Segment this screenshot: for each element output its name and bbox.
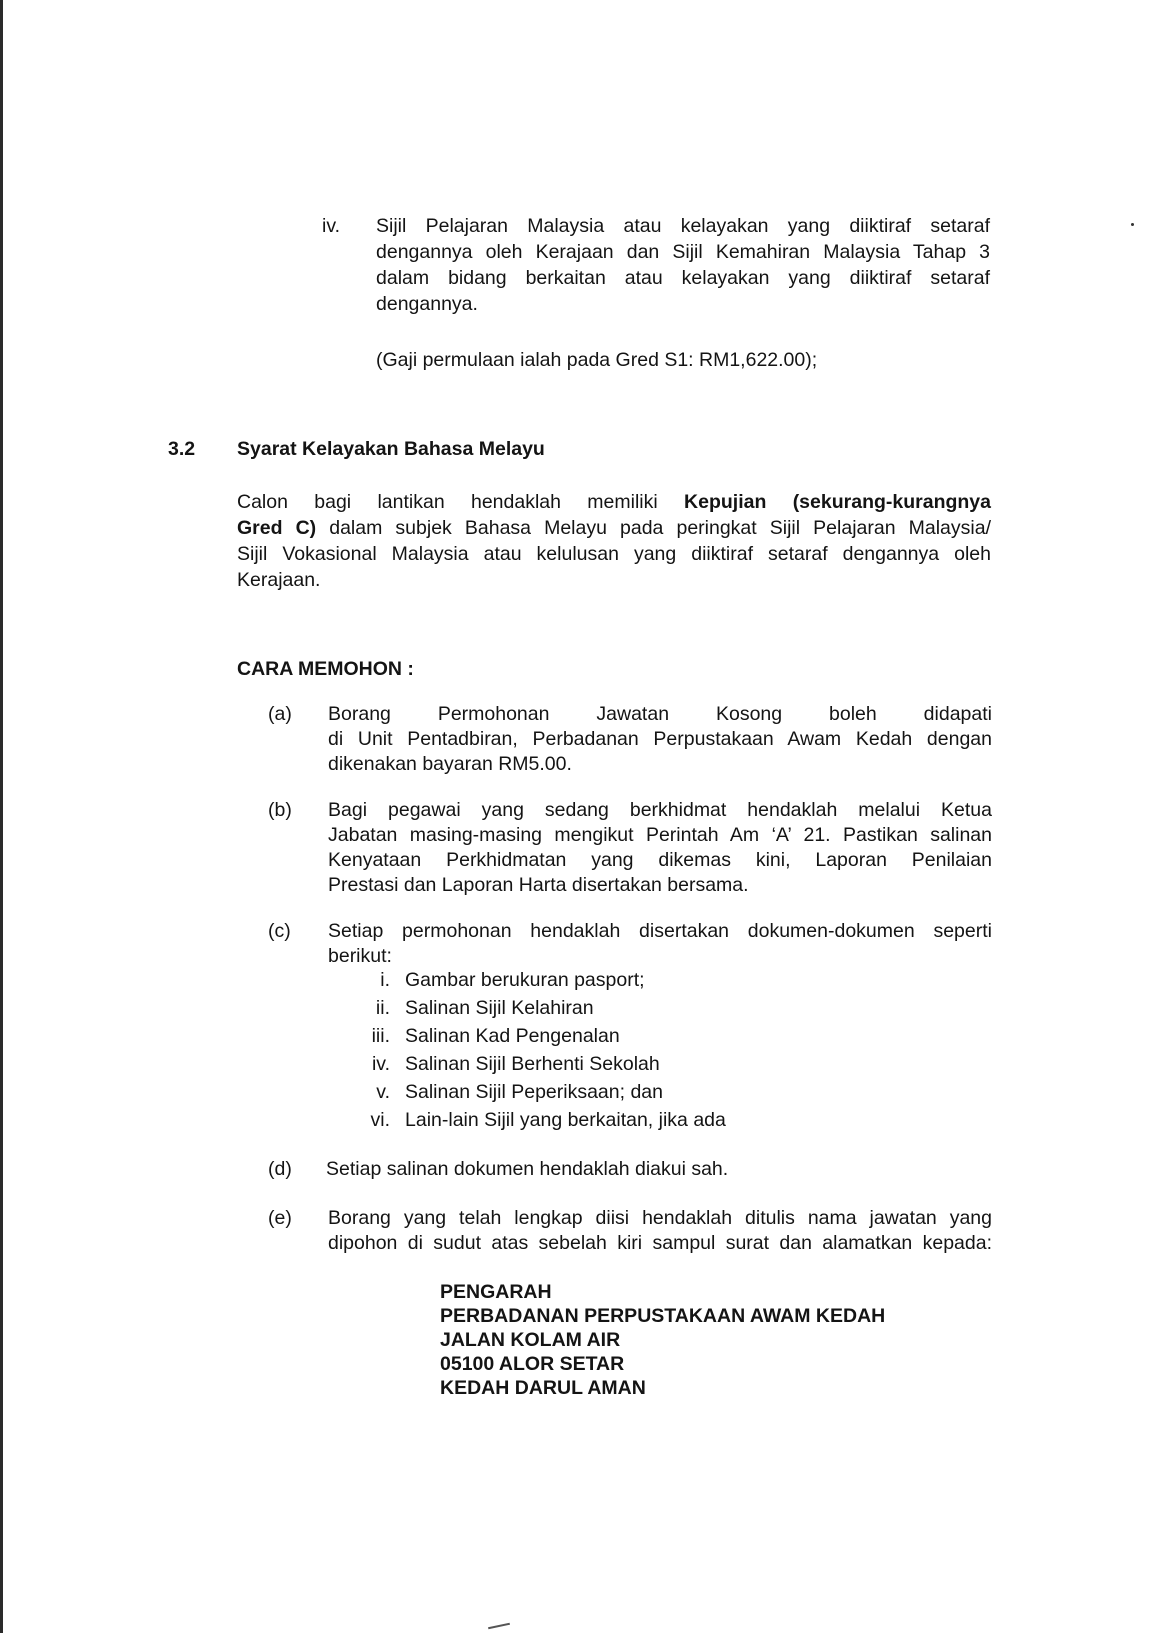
bold-text-run: Gred C)	[237, 517, 317, 539]
list-item-text: Salinan Sijil Berhenti Sekolah	[405, 1053, 660, 1075]
list-item-text: Gambar berukuran pasport;	[405, 969, 645, 991]
scan-speck	[1131, 223, 1134, 226]
section-heading: Syarat Kelayakan Bahasa Melayu	[237, 438, 545, 460]
item-iv-line: dengannya oleh Kerajaan dan Sijil Kemahiran Malaysia Tahap 3	[376, 241, 990, 263]
list-item-number: iii.	[371, 1025, 390, 1047]
item-d-line: Setiap salinan dokumen hendaklah diakui sah.	[326, 1158, 729, 1180]
item-c-label: (c)	[268, 920, 291, 942]
address-line: 05100 ALOR SETAR	[440, 1353, 625, 1375]
item-b-line: Bagi pegawai yang sedang berkhidmat hendaklah melalui Ketua	[328, 799, 992, 821]
item-a-line: Borang Permohonan Jawatan Kosong boleh didapati	[328, 703, 992, 725]
item-iv-line: dengannya.	[376, 293, 478, 315]
list-item-number: vi.	[370, 1109, 390, 1131]
item-iv-label: iv.	[322, 215, 341, 237]
list-item-number: v.	[376, 1081, 390, 1103]
section-paragraph-line	[237, 490, 991, 515]
item-iv-line: dalam bidang berkaitan atau kelayakan yang diiktiraf setaraf	[376, 267, 990, 289]
list-item	[350, 1108, 950, 1136]
list-item-number: ii.	[375, 997, 390, 1019]
salary-note: (Gaji permulaan ialah pada Gred S1: RM1,622.00);	[376, 349, 818, 371]
list-item	[350, 996, 950, 1024]
list-item-text: Lain-lain Sijil yang berkaitan, jika ada	[405, 1109, 726, 1131]
address-block	[440, 1280, 885, 1400]
item-b-line: Kenyataan Perkhidmatan yang dikemas kini, Laporan Penilaian	[328, 849, 992, 871]
list-item-number: iv.	[371, 1053, 390, 1075]
list-item	[350, 1024, 950, 1052]
section-paragraph-line: Kerajaan.	[237, 569, 321, 591]
list-item-text: Salinan Sijil Peperiksaan; dan	[405, 1081, 663, 1103]
list-item	[350, 1052, 950, 1080]
address-line: PENGARAH	[440, 1281, 552, 1303]
item-b-label: (b)	[268, 799, 292, 821]
item-iv-line: Sijil Pelajaran Malaysia atau kelayakan yang diiktiraf setaraf	[376, 215, 990, 237]
item-d-label: (d)	[268, 1158, 292, 1180]
list-item-text: Salinan Kad Pengenalan	[405, 1025, 620, 1047]
item-e-line: Borang yang telah lengkap diisi hendaklah ditulis nama jawatan yang	[328, 1207, 992, 1229]
cara-memohon-heading: CARA MEMOHON :	[237, 658, 414, 680]
list-item-number: i.	[380, 969, 390, 991]
item-b-line: Jabatan masing-masing mengikut Perintah Am ‘A’ 21. Pastikan salinan	[328, 824, 992, 846]
text-run: Calon bagi lantikan hendaklah memiliki	[237, 491, 685, 513]
address-line: JALAN KOLAM AIR	[440, 1329, 621, 1351]
item-e-label: (e)	[268, 1207, 292, 1229]
section-paragraph-line	[237, 516, 991, 541]
document-list	[350, 968, 950, 1136]
list-item	[350, 1080, 950, 1108]
scan-mark	[488, 1623, 510, 1630]
section-paragraph-line: Sijil Vokasional Malaysia atau kelulusan yang diiktiraf setaraf dengannya oleh	[237, 543, 991, 565]
address-line: KEDAH DARUL AMAN	[440, 1377, 646, 1399]
item-a-line: dikenakan bayaran RM5.00.	[328, 753, 572, 775]
scan-left-border	[0, 0, 3, 1633]
section-number: 3.2	[168, 438, 196, 460]
bold-text-run: Kepujian (sekurang-kurangnya	[684, 491, 991, 513]
text-run: dalam subjek Bahasa Melayu pada peringkat Sijil Pelajaran Malaysia/	[316, 517, 991, 539]
item-b-line: Prestasi dan Laporan Harta disertakan bersama.	[328, 874, 749, 896]
list-item-text: Salinan Sijil Kelahiran	[405, 997, 594, 1019]
address-line: PERBADANAN PERPUSTAKAAN AWAM KEDAH	[440, 1305, 886, 1327]
item-e-line: dipohon di sudut atas sebelah kiri sampul surat dan alamatkan kepada:	[328, 1232, 992, 1254]
item-c-line: berikut:	[328, 945, 392, 967]
list-item	[350, 968, 950, 996]
item-a-label: (a)	[268, 703, 292, 725]
item-a-line: di Unit Pentadbiran, Perbadanan Perpustakaan Awam Kedah dengan	[328, 728, 992, 750]
item-c-line: Setiap permohonan hendaklah disertakan dokumen-dokumen seperti	[328, 920, 992, 942]
